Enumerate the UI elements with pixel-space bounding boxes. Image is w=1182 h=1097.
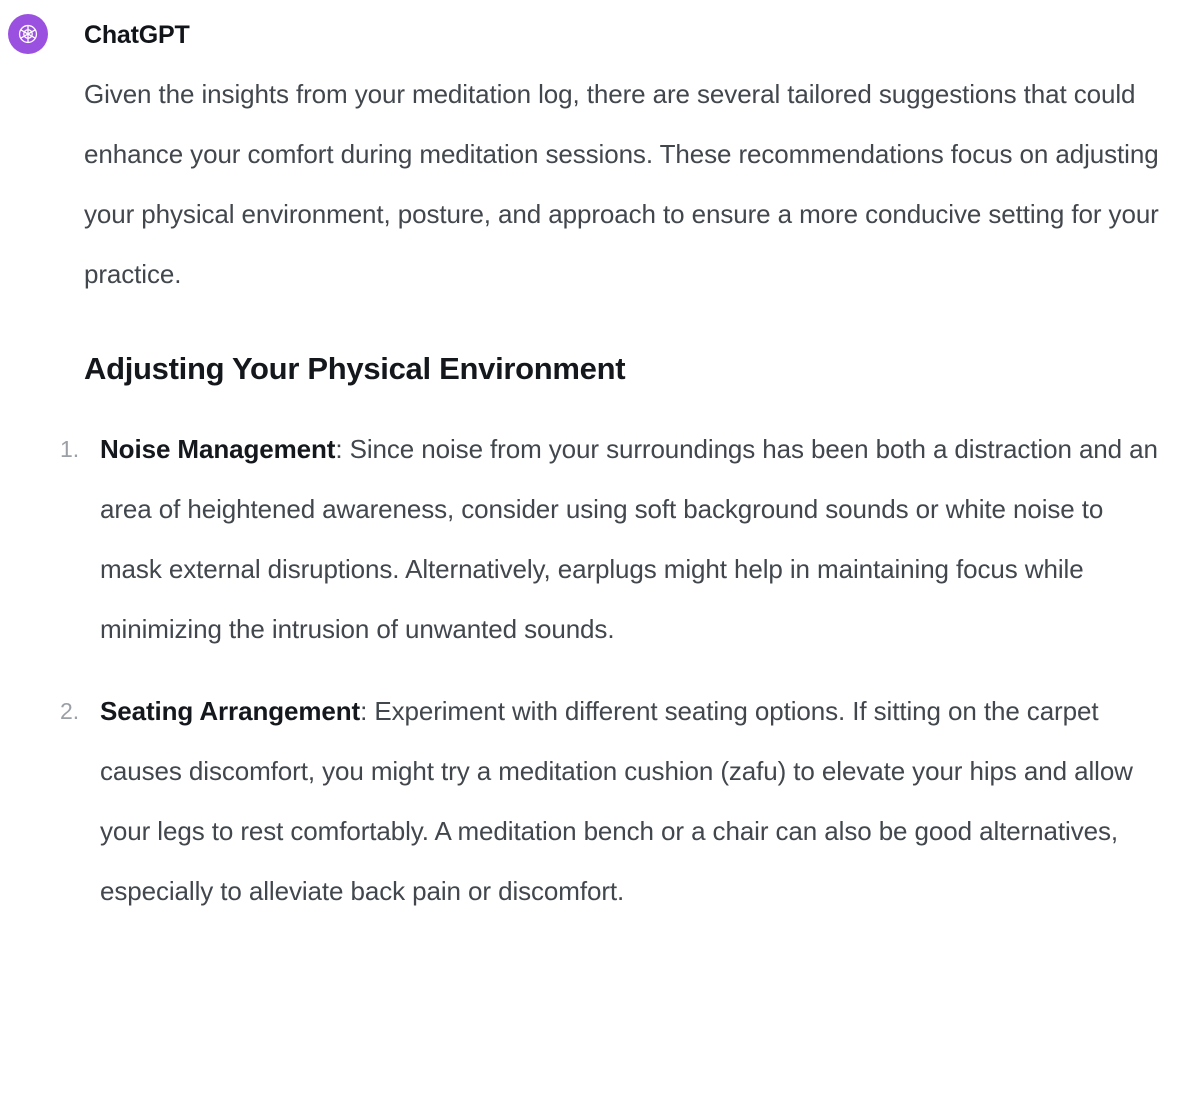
intro-paragraph: Given the insights from your meditation log, there are several tailored suggestions that could enhance your comfort during meditation sessions. These recommendations focus on adjusting your physical environment, posture, and approach to ensure a more conducive setting for your practice. [84,79,1159,289]
list-item [84,419,1164,659]
list-item-text: : Since noise from your surroundings has been both a distraction and an area of heightened awareness, consider using soft background sounds or white noise to mask external disruptions. Alternatively, earplugs might help in maintaining focus while minimizing the intrusion of unwanted sounds. [100,433,1158,644]
chatgpt-logo-icon [8,14,48,54]
suggestions-list [84,419,1164,921]
list-item-lead: Seating Arrangement [100,695,361,726]
list-item [84,681,1164,921]
message-body [84,20,1172,921]
section-heading: Adjusting Your Physical Environment [84,351,626,386]
sender-name: ChatGPT [84,21,190,49]
list-item-lead: Noise Management [100,433,336,464]
list-item-text: : Experiment with different seating options. If sitting on the carpet causes discomfort, you might try a meditation cushion (zafu) to elevate your hips and allow your legs to rest comfortably. A meditation bench or a chair can also be good alternatives, especially to alleviate back pain or discomfort. [100,695,1133,906]
